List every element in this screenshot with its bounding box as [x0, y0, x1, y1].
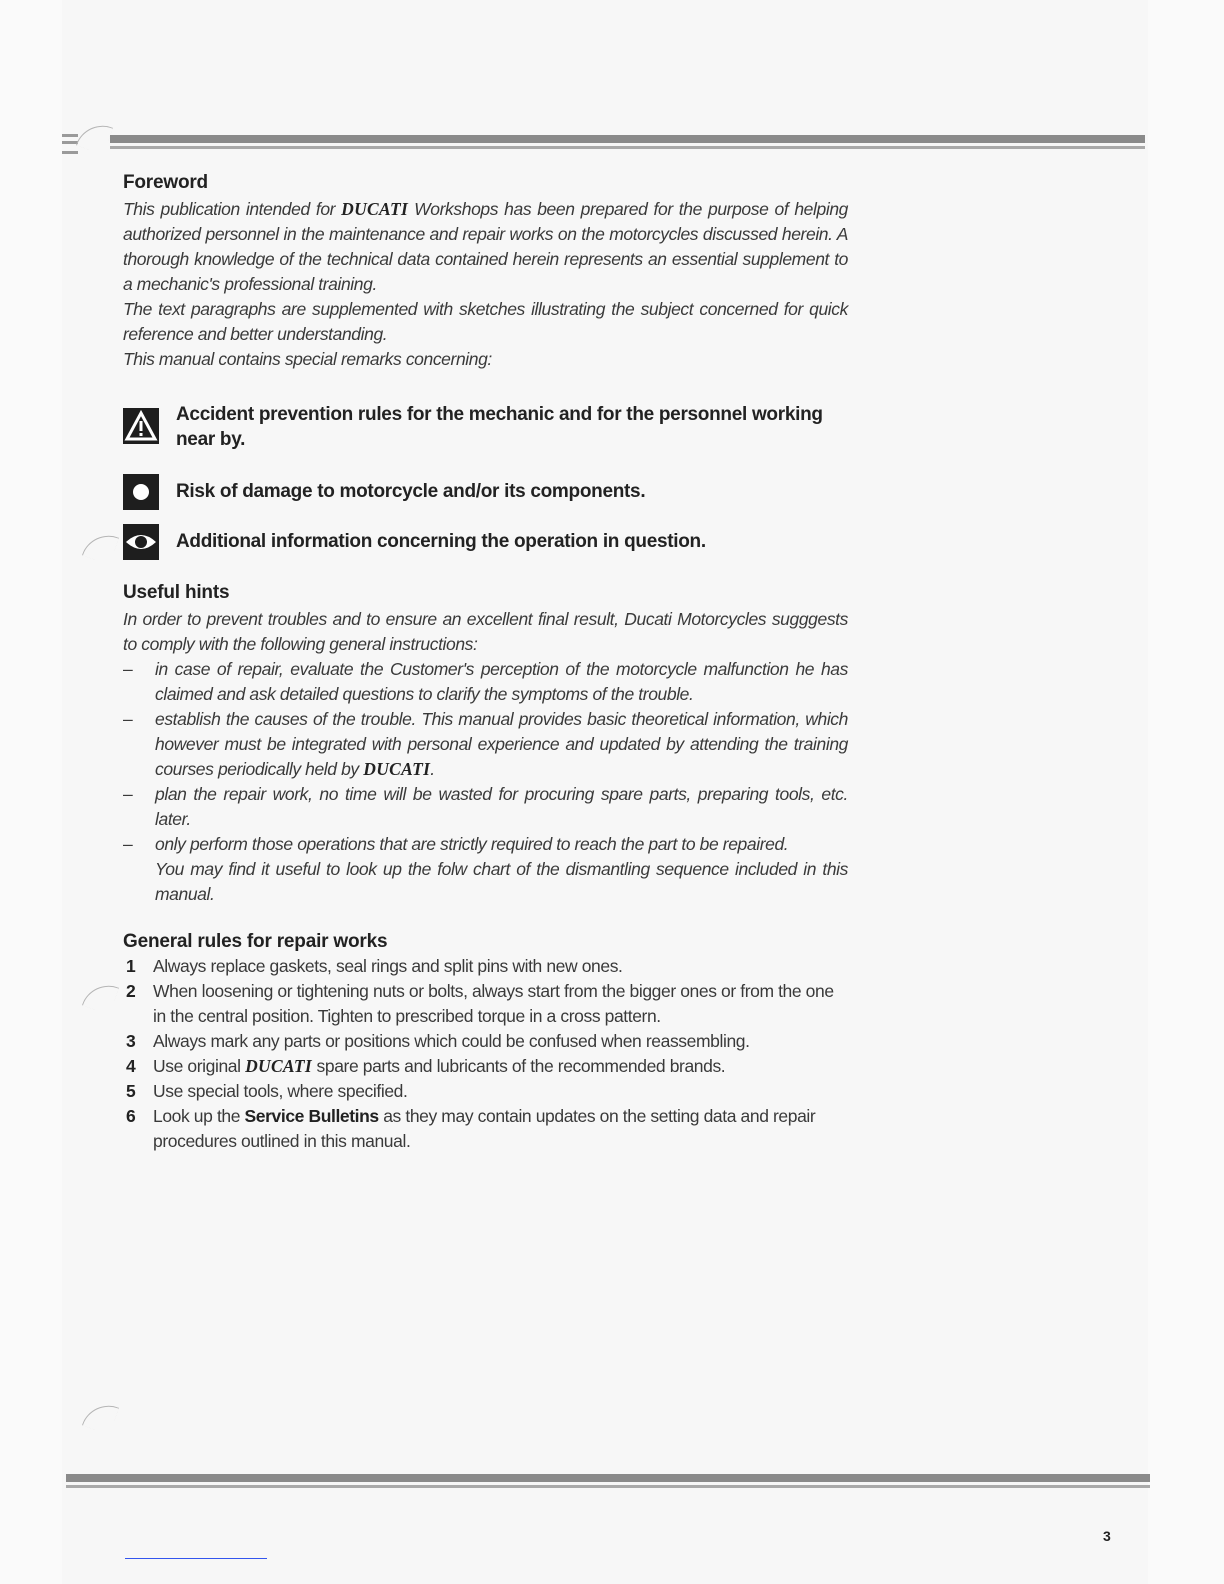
text: only perform those operations that are strictly required to reach the part to be repaired. — [155, 834, 789, 854]
foreword-heading: Foreword — [123, 172, 208, 193]
list-item — [123, 1104, 848, 1154]
text: Workshops has been prepared for the purpose of helping authorized personnel in the maintenance and repair works on the motorcycles discussed herein. A thorough knowledge of the technical data contained herein represents an essential supplement to a mechanic's professional training. — [123, 199, 848, 294]
dash: – — [123, 659, 133, 679]
list-item — [123, 1054, 848, 1079]
header-rule — [110, 135, 1145, 149]
list-item — [123, 782, 848, 832]
symbol-row-info — [123, 524, 848, 560]
foreword-paragraph: The text paragraphs are supplemented with sketches illustrating the subject concerned for quick reference and better understanding. — [123, 299, 848, 344]
page-content — [123, 172, 848, 1154]
list-item — [123, 979, 848, 1029]
item-number: 4 — [126, 1056, 136, 1076]
useful-hints-heading: Useful hints — [123, 582, 230, 603]
text: as they may contain updates on the setting data and repair procedures outlined in this manual. — [153, 1106, 816, 1151]
text: Always mark any parts or positions which could be confused when reassembling. — [153, 1031, 750, 1051]
dash: – — [123, 709, 133, 729]
footer-rule — [66, 1474, 1150, 1488]
rules-list — [123, 954, 848, 1154]
damage-dot-icon — [123, 474, 159, 510]
list-item — [123, 1029, 848, 1054]
text: in case of repair, evaluate the Customer's perception of the motorcycle malfunction he has claimed and ask detailed questions to clarify the symptoms of the trouble. — [155, 659, 848, 704]
item-number: 6 — [126, 1106, 136, 1126]
brand-name: DUCATI — [341, 199, 409, 219]
item-number: 3 — [126, 1031, 136, 1051]
symbol-row-accident — [123, 400, 848, 452]
warning-triangle-icon — [123, 408, 159, 444]
general-rules-heading: General rules for repair works — [123, 931, 388, 952]
text: . — [430, 759, 435, 779]
text: plan the repair work, no time will be wasted for procuring spare parts, preparing tools, etc. later. — [155, 784, 848, 829]
list-item — [123, 1079, 848, 1104]
symbol-label: Risk of damage to motorcycle and/or its components. — [176, 481, 646, 502]
text: Always replace gaskets, seal rings and split pins with new ones. — [153, 956, 623, 976]
foreword-paragraph — [123, 197, 848, 297]
hints-note: You may find it useful to look up the folw chart of the dismantling sequence included in this manual. — [155, 859, 848, 904]
service-bulletins-term: Service Bulletins — [244, 1106, 379, 1126]
text: This publication intended for — [123, 199, 342, 219]
symbol-label: Accident prevention rules for the mechanic and for the personnel working near by. — [176, 404, 823, 450]
item-number: 5 — [126, 1081, 136, 1101]
symbol-label: Additional information concerning the operation in question. — [176, 531, 706, 552]
foreword-paragraph: This manual contains special remarks concerning: — [123, 349, 492, 369]
page-number: 3 — [1103, 1528, 1111, 1544]
brand-name: DUCATI — [245, 1056, 313, 1076]
text: establish the causes of the trouble. This manual provides basic theoretical information, which however must be integrated with personal experience and updated by attending the training courses periodically held by — [155, 709, 848, 779]
text: When loosening or tightening nuts or bolts, always start from the bigger ones or from the one in the central position. Tighten to prescribed torque in a cross pattern. — [153, 981, 834, 1026]
useful-hints-section — [123, 582, 848, 907]
symbol-row-damage — [123, 474, 848, 510]
item-number: 1 — [126, 956, 136, 976]
list-item — [123, 954, 848, 979]
eye-info-icon — [123, 524, 159, 560]
text: spare parts and lubricants of the recommended brands. — [312, 1056, 726, 1076]
hints-list — [123, 657, 848, 857]
text: Look up the — [153, 1106, 245, 1126]
list-item — [123, 832, 848, 857]
text: Use original — [153, 1056, 246, 1076]
link-underline[interactable] — [125, 1558, 267, 1559]
list-item — [123, 657, 848, 707]
useful-hints-intro: In order to prevent troubles and to ensure an excellent final result, Ducati Motorcycles sugggests to comply with the following general instructions: — [123, 609, 848, 654]
text: Use special tools, where specified. — [153, 1081, 408, 1101]
brand-name: DUCATI — [363, 759, 431, 779]
list-item — [123, 707, 848, 782]
item-number: 2 — [126, 981, 136, 1001]
symbols-legend — [123, 400, 848, 560]
dash: – — [123, 784, 133, 804]
foreword-section — [123, 172, 848, 372]
dash: – — [123, 834, 133, 854]
general-rules-section — [123, 931, 848, 1154]
